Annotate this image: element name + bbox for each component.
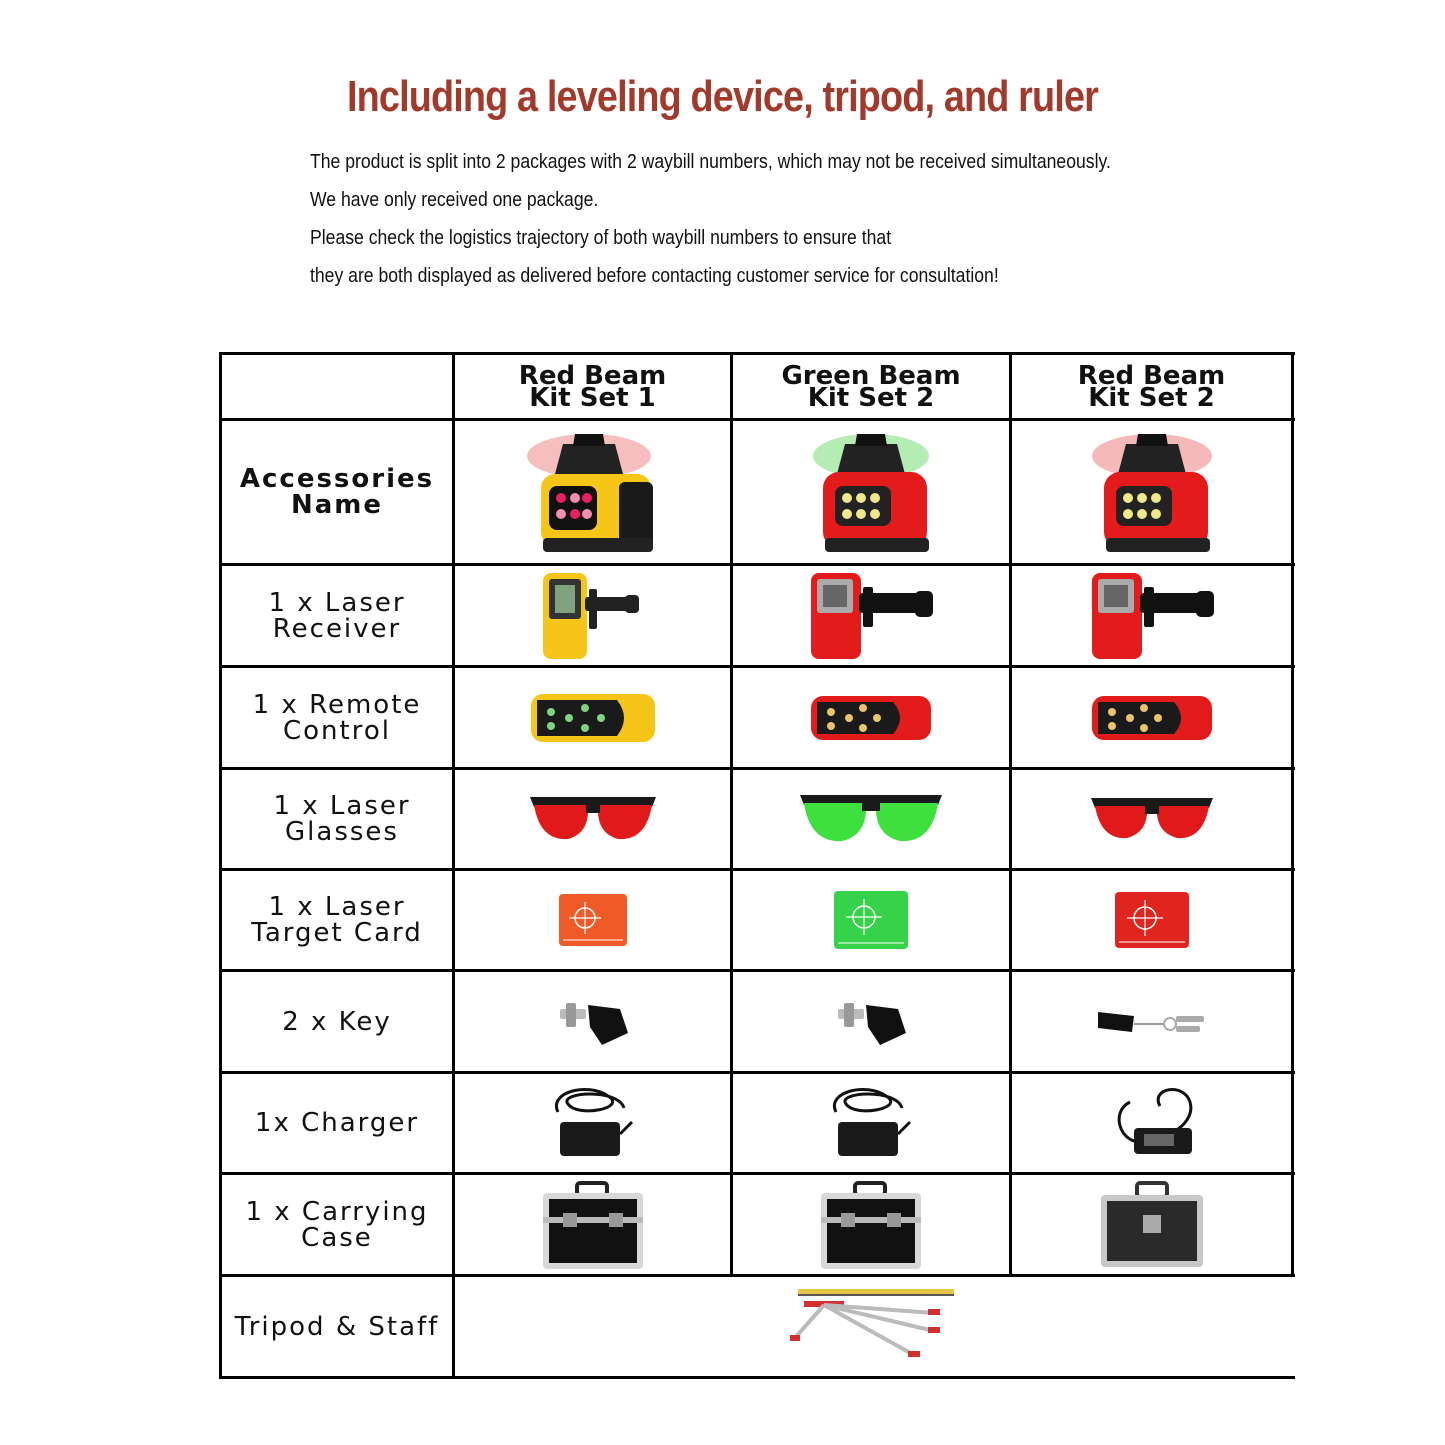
laser-glasses-image [1012,770,1291,868]
accessories-table [219,352,1295,1379]
carrying-case-image [455,1175,730,1274]
laser-glasses-image [733,770,1009,868]
laser-glasses-image [455,770,730,868]
row-label-charger: 1x Charger [254,1108,420,1138]
column-header-red-kit-2: Red Beam Kit Set 2 [1077,360,1226,413]
tripod-staff-image [455,1277,1292,1376]
key-image [1012,972,1291,1071]
page-title: Including a leveling device, tripod, and ruler [346,72,1099,121]
target-card-image [455,871,730,969]
notice-text [310,148,1210,300]
target-card-image [733,871,1009,969]
row-label-remote-control: 1 x Remote Control [252,689,422,746]
charger-image [733,1074,1009,1172]
carrying-case-image [1012,1175,1291,1274]
carrying-case-image [733,1175,1009,1274]
row-label-key: 2 x Key [282,1006,392,1037]
notice-line: Please check the logistics trajectory of both waybill numbers to ensure that [310,227,892,249]
row-label-laser-receiver: 1 x Laser Receiver [268,587,406,644]
remote-control-image [733,668,1009,767]
row-label-tripod-staff: Tripod & Staff [234,1311,440,1342]
laser-receiver-image [733,566,1009,665]
charger-image [455,1074,730,1172]
remote-control-image [455,668,730,767]
key-image [733,972,1009,1071]
row-label-accessories-name: Accessories Name [239,464,435,520]
laser-receiver-image [455,566,730,665]
laser-receiver-image [1012,566,1291,665]
rotary-laser-image [1012,421,1291,563]
row-label-laser-glasses: 1 x Laser Glasses [273,791,411,847]
column-header-green-kit-2: Green Beam Kit Set 2 [781,360,961,413]
charger-image [1012,1074,1291,1172]
notice-line: The product is split into 2 packages with 2 waybill numbers, which may not be received simultaneously. [310,151,1111,173]
key-image [455,972,730,1071]
row-label-target-card: 1 x Laser Target Card [251,892,423,948]
notice-line: We have only received one package. [310,189,599,211]
column-header-red-kit-1: Red Beam Kit Set 1 [518,360,667,413]
remote-control-image [1012,668,1291,767]
rotary-laser-image [733,421,1009,563]
notice-line: they are both displayed as delivered before contacting customer service for consultation! [310,265,999,287]
target-card-image [1012,871,1291,969]
row-label-carrying-case: 1 x Carrying Case [245,1196,429,1253]
rotary-laser-image [455,421,730,563]
